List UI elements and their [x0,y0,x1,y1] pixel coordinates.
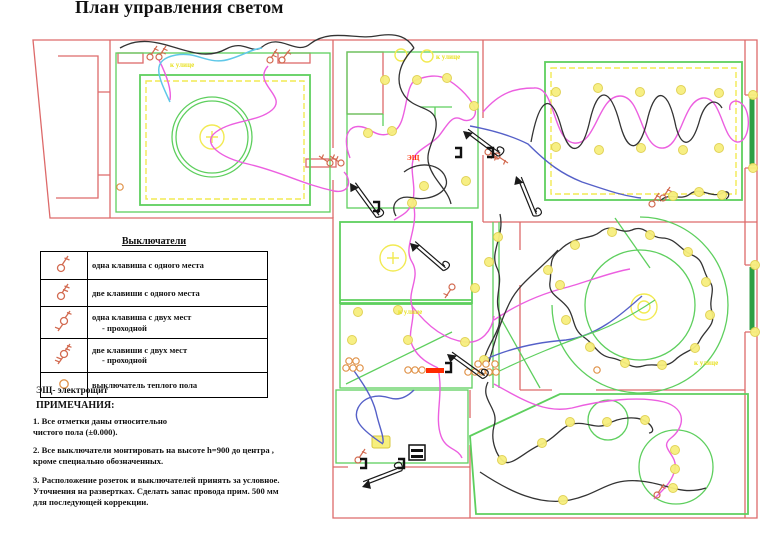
page-title: План управления светом [75,0,284,17]
notes-block [33,385,335,515]
legend-label: одна клавиша с одного места [92,260,204,270]
street-label: к улице [436,53,461,61]
legend-row [41,279,268,307]
legend-label: две клавиши с двух мест [92,344,188,355]
legend-row [41,252,268,280]
light-connection-dots [348,74,760,505]
note-item: 2. Все выключатели монтировать на высоте h=900 до центра , кроме специально обозначенных. [33,445,274,467]
legend-label: выключатель теплого пола [92,379,198,390]
legend-label-line2: - проходной [102,322,147,333]
street-label: к улице [694,359,719,367]
wires-blue [352,126,642,444]
legend-label-line2: - проходной [102,355,147,366]
legend-table [40,251,268,398]
legend-row [41,338,268,372]
legend-label: две клавиши с одного места [92,287,200,298]
panel-label: ЭЩ [407,154,420,162]
door-jamb-marks [360,148,493,468]
note-item: 3. Расположение розеток и выключателей принять за условное. Уточнения на развертках. Сделать запас провода прим. 500 мм для последующей коррекции. [33,474,280,507]
switch-one-key-one-place-icon [51,253,77,275]
switch-two-keys-two-places-icon [51,340,77,368]
panel-abbreviation: ЭЩ- электрощит [36,385,108,395]
switch-two-keys-one-place-icon [51,281,77,303]
legend-title: Выключатели [121,236,187,247]
switch-one-key-two-places-icon [51,308,77,334]
note-item: 1. Все отметки даны относительно чистого пола (±0.000). [33,415,168,438]
street-label: к улице [398,308,423,316]
street-label: к улице [170,61,195,69]
wire-green [489,300,655,376]
legend-row [41,307,268,339]
notes-heading: ПРИМЕЧАНИЯ: [36,399,115,411]
legend [40,236,268,398]
legend-label: одна клавиша с двух мест [92,311,192,322]
